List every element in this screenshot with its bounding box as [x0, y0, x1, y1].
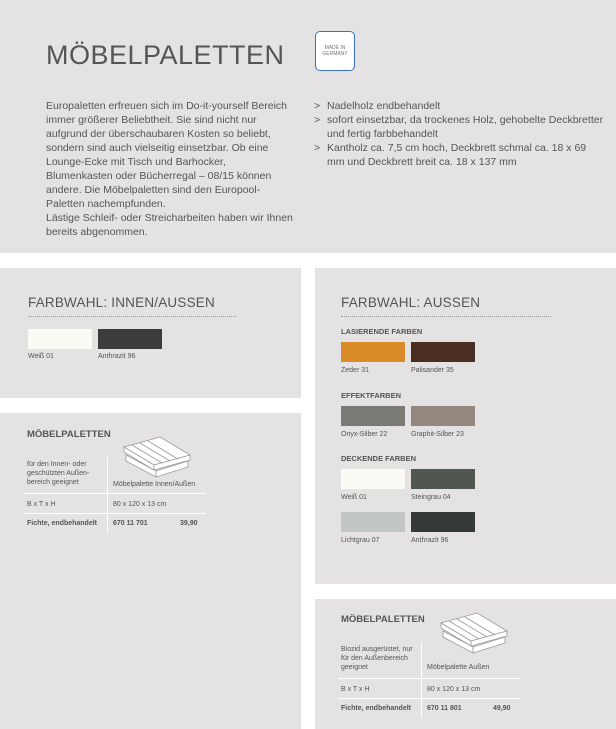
description	[341, 645, 413, 672]
table-title: MÖBELPALETTEN	[341, 614, 425, 625]
feature-item: > Nadelholz endbehandelt	[314, 99, 604, 113]
feature-item: > Kantholz ca. 7,5 cm hoch, Deckbrett schmal ca. 18 x 69 mm und Deckbrett breit ca. 18 x 137 mm	[314, 141, 604, 169]
product-table-outdoor	[315, 599, 616, 729]
color-swatch-palisander-35[interactable]	[411, 342, 475, 362]
divider	[338, 698, 520, 699]
color-swatch-anthrazit-96[interactable]	[411, 512, 475, 532]
divider	[28, 316, 236, 317]
dimension-label: B x T x H	[27, 501, 56, 508]
section-title: FARBWAHL: AUSSEN	[341, 295, 481, 310]
feature-list	[314, 99, 604, 169]
swatch-label: Weiß 01	[341, 494, 367, 501]
price: 49,90	[493, 705, 511, 712]
swatch-label: Anthrazit 96	[98, 353, 136, 360]
divider	[338, 678, 520, 679]
color-swatch-graphit-silber-23[interactable]	[411, 406, 475, 426]
description-line: für den Außenbereich	[341, 655, 408, 662]
color-swatch-zeder-31[interactable]	[341, 342, 405, 362]
column-divider	[107, 457, 108, 533]
swatch-label: Onyx-Silber 22	[341, 431, 388, 438]
swatch-label: Palisander 35	[411, 367, 454, 374]
intro-text	[46, 99, 294, 239]
color-group-title: DECKENDE FARBEN	[341, 454, 417, 463]
description-line: Biozid ausgerüstet, nur	[341, 646, 413, 653]
intro-panel	[0, 0, 616, 253]
badge-line-1: MADE IN	[324, 45, 346, 51]
swatch-label: Lichtgrau 07	[341, 537, 380, 544]
product-name: Möbelpalette Außen	[427, 664, 490, 671]
pallet-icon	[437, 609, 511, 655]
color-group-title: EFFEKTFARBEN	[341, 391, 401, 400]
color-swatch-lichtgrau-07[interactable]	[341, 512, 405, 532]
description-line: für den Innen- oder	[27, 461, 87, 468]
description	[27, 460, 89, 487]
color-swatch-anthrazit-96[interactable]	[98, 329, 162, 349]
dimension-label: B x T x H	[341, 686, 370, 693]
dimension-value: 80 x 120 x 13 cm	[113, 501, 167, 508]
color-swatch-weiss-01[interactable]	[28, 329, 92, 349]
dimension-value: 80 x 120 x 13 cm	[427, 686, 481, 693]
intro-paragraph-2: Lästige Schleif- oder Streicharbeiten haben wir Ihnen bereits abgenommen.	[46, 212, 293, 238]
description-line: geeignet	[341, 664, 368, 671]
feature-item: > sofort einsetzbar, da trockenes Holz, gehobelte Deckbretter und fertig farbbehandelt	[314, 113, 604, 141]
color-swatch-steingrau-04[interactable]	[411, 469, 475, 489]
table-title: MÖBELPALETTEN	[27, 429, 111, 440]
swatch-label: Steingrau 04	[411, 494, 451, 501]
article-number: 670 11 701	[113, 520, 148, 527]
pallet-icon	[120, 433, 194, 479]
badge-line-2: GERMANY	[322, 51, 348, 57]
wood-finish-label: Fichte, endbehandelt	[341, 705, 412, 712]
description-line: geschützten Außen-	[27, 470, 90, 477]
swatch-label: Zeder 31	[341, 367, 370, 374]
swatch-label: Graphit-Silber 23	[411, 431, 464, 438]
color-choice-indoor-outdoor-panel	[0, 268, 301, 398]
page-title: MÖBELPALETTEN	[46, 40, 285, 70]
divider	[24, 493, 206, 494]
description-line: bereich geeignet	[27, 479, 79, 486]
color-group-title: LASIERENDE FARBEN	[341, 327, 423, 336]
article-number: 670 11 801	[427, 705, 462, 712]
product-table-indoor-outdoor	[0, 413, 301, 729]
color-swatch-onyx-silber-22[interactable]	[341, 406, 405, 426]
color-swatch-weiss-01[interactable]	[341, 469, 405, 489]
column-divider	[421, 642, 422, 718]
swatch-label: Anthrazit 96	[411, 537, 449, 544]
intro-paragraph: Europaletten erfreuen sich im Do-it-yourself Bereich immer größerer Beliebtheit. Sie sind nicht nur aufgrund der überschaubaren Kosten so beliebt, sondern sind auch vielseitig einsetzbar. Ob eine Lounge-Ecke mit Tisch und Barhocker, Blumenkasten oder Bücherregal – 08/15 können andere. Die Möbelpaletten sind den Europool-Paletten nachempfunden.	[46, 100, 288, 210]
divider	[341, 316, 551, 317]
divider	[24, 513, 206, 514]
color-choice-outdoor-panel	[315, 268, 616, 584]
made-in-germany-badge	[315, 31, 355, 71]
price: 39,90	[180, 520, 198, 527]
product-name: Möbelpalette Innen/Außen	[113, 481, 196, 488]
wood-finish-label: Fichte, endbehandelt	[27, 520, 98, 527]
swatch-label: Weiß 01	[28, 353, 54, 360]
section-title: FARBWAHL: INNEN/AUSSEN	[28, 295, 215, 310]
